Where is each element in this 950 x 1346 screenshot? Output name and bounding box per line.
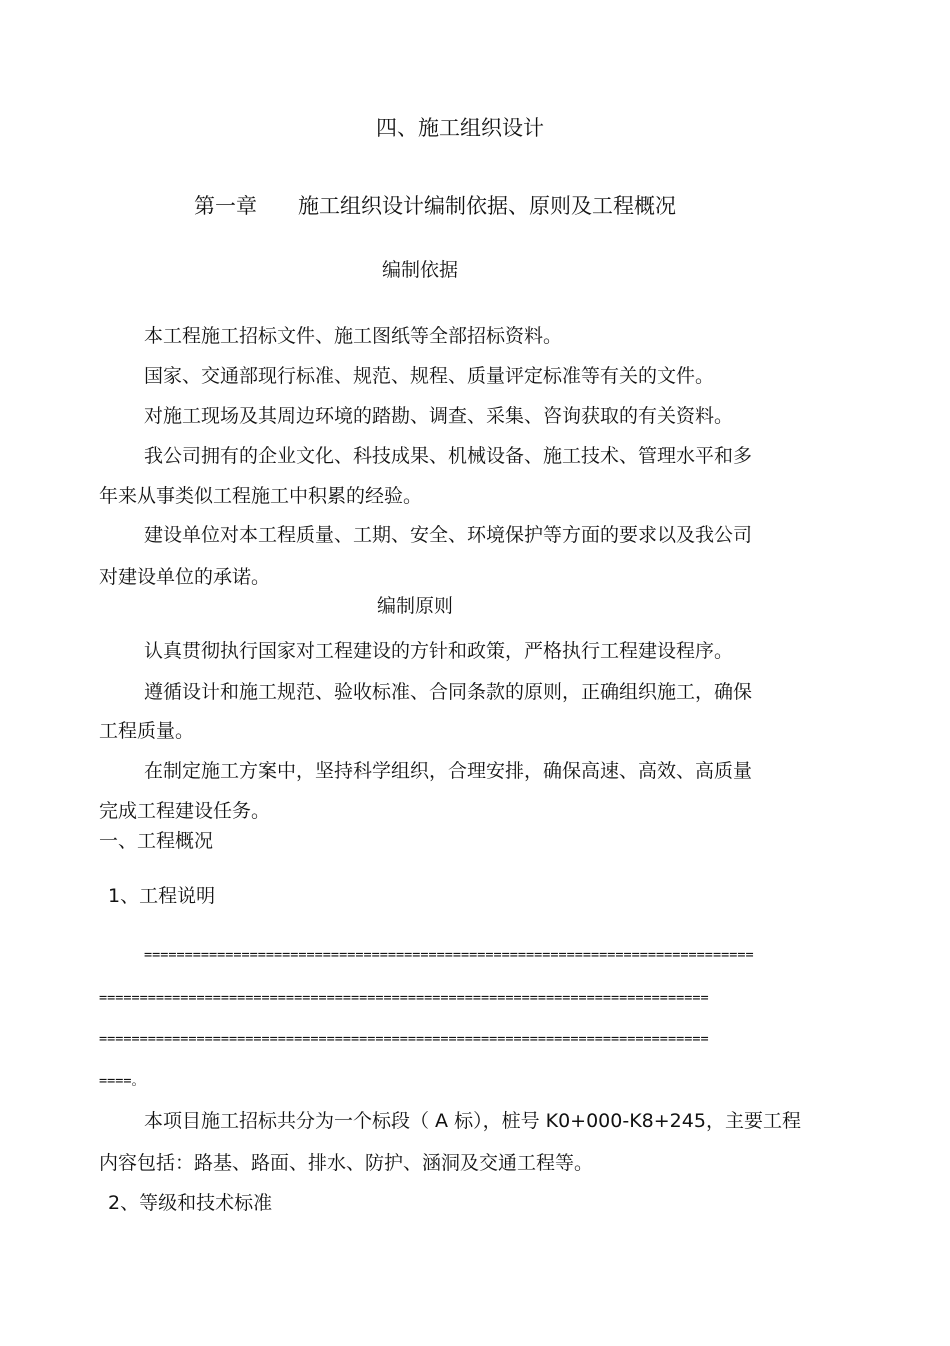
basis-line: 对建设单位的承诺。 [99,566,271,588]
project-line: 本项目施工招标共分为一个标段（ A 标），桩号 K0+000-K8+245，主要工程 [144,1110,801,1132]
overview-heading: 一、工程概况 [99,830,214,852]
basis-line: 国家、交通部现行标准、规范、规程、质量评定标准等有关的文件。 [144,365,715,387]
basis-line: 建设单位对本工程质量、工期、安全、环境保护等方面的要求以及我公司 [144,524,753,546]
project-line: 内容包括：路基、路面、排水、防护、涵洞及交通工程等。 [99,1152,594,1174]
chapter-title: 施工组织设计编制依据、原则及工程概况 [298,194,676,218]
placeholder-line: =========================================================================== [99,990,709,1006]
principle-line: 认真贯彻执行国家对工程建设的方针和政策，严格执行工程建设程序。 [144,640,734,662]
placeholder-line: ====。 [99,1073,146,1089]
principle-line: 工程质量。 [99,720,195,742]
placeholder-line: =========================================================================== [99,1031,709,1047]
item2-heading: 2、等级和技术标准 [108,1192,273,1214]
principle-line: 在制定施工方案中，坚持科学组织，合理安排，确保高速、高效、高质量 [144,760,753,782]
principle-line: 完成工程建设任务。 [99,800,271,822]
item1-heading: 1、工程说明 [108,885,216,907]
chapter-number: 第一章 [194,194,257,218]
basis-line: 我公司拥有的企业文化、科技成果、机械设备、施工技术、管理水平和多 [144,445,753,467]
basis-heading: 编制依据 [382,259,459,281]
basis-line: 年来从事类似工程施工中积累的经验。 [99,485,423,507]
basis-line: 本工程施工招标文件、施工图纸等全部招标资料。 [144,325,563,347]
principle-line: 遵循设计和施工规范、验收标准、合同条款的原则，正确组织施工，确保 [144,681,753,703]
basis-line: 对施工现场及其周边环境的踏勘、调查、采集、咨询获取的有关资料。 [144,405,734,427]
placeholder-line: =========================================================================== [144,947,754,963]
section-title: 四、施工组织设计 [376,116,544,140]
principle-heading: 编制原则 [377,595,454,617]
